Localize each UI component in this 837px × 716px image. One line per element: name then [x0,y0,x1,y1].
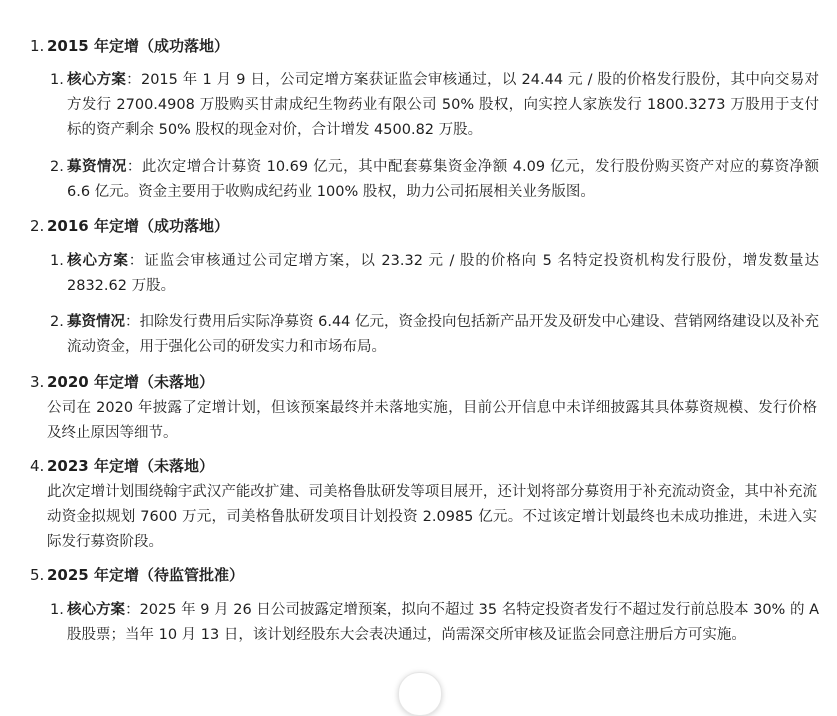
item-number: 2. [50,159,64,175]
section-number: 1. [30,37,45,55]
item-text [67,310,819,360]
section-number: 5. [30,566,45,584]
section-title: 2016 年定增（成功落地） [47,217,229,235]
section-title: 2025 年定增（待监管批准） [47,566,244,584]
floating-action-button[interactable] [398,672,442,716]
item-label: 核心方案 [67,253,129,269]
item-number: 2. [50,314,64,330]
item-number: 1. [50,602,64,618]
section-title: 2020 年定增（未落地） [47,373,214,391]
item-text [67,249,819,299]
item-label: 募资情况 [67,314,125,330]
section-title: 2015 年定增（成功落地） [47,37,229,55]
item-content: ：扣除发行费用后实际净募资 6.44 亿元，资金投向包括新产品开发及研发中心建设、营销网络建设以及补充流动资金，用于强化公司的研发实力和市场布局。 [67,314,819,355]
section-number: 3. [30,373,45,391]
item-text [67,68,819,143]
section-title: 2023 年定增（未落地） [47,457,214,475]
section-number: 2. [30,217,45,235]
section-number: 4. [30,457,45,475]
item-content: ：此次定增合计募资 10.69 亿元，其中配套募集资金净额 4.09 亿元，发行股份购买资产对应的募资净额 6.6 亿元。资金主要用于收购成纪药业 100% 股权，助力公司拓展相关业务版图。 [67,159,820,200]
item-label: 核心方案 [67,72,127,88]
item-content: ：2015 年 1 月 9 日，公司定增方案获证监会审核通过，以 24.44 元 / 股的价格发行股份，其中向交易对方发行 2700.4908 万股购买甘肃成纪生物药业有限公司 50% 股权，向实控人家族发行 1800.3273 万股用于支付标的资产剩余 50% 股权的现金对价，合计增发 4500.82 万股。 [67,72,819,138]
item-text [67,155,819,205]
section-paragraph: 此次定增计划围绕翰宇武汉产能改扩建、司美格鲁肽研发等项目展开，还计划将部分募资用于补充流动资金，其中补充流动资金拟规划 7600 万元，司美格鲁肽研发项目计划投资 2.0985 亿元。不过该定增计划最终也未成功推进，未进入实际发行募资阶段。 [47,484,817,550]
item-label: 核心方案 [67,602,126,618]
section-paragraph: 公司在 2020 年披露了定增计划，但该预案最终并未落地实施，目前公开信息中未详细披露其具体募资规模、发行价格及终止原因等细节。 [47,400,817,441]
item-content: ：证监会审核通过公司定增方案，以 23.32 元 / 股的价格向 5 名特定投资机构发行股份，增发数量达 2832.62 万股。 [67,253,820,294]
item-text [67,598,819,648]
item-number: 1. [50,253,64,269]
item-label: 募资情况 [67,159,127,175]
item-number: 1. [50,72,64,88]
item-content: ：2025 年 9 月 26 日公司披露定增预案，拟向不超过 35 名特定投资者发行不超过发行前总股本 30% 的 A 股股票；当年 10 月 13 日，该计划经股东大会表决通过，尚需深交所审核及证监会同意注册后方可实施。 [67,602,820,643]
